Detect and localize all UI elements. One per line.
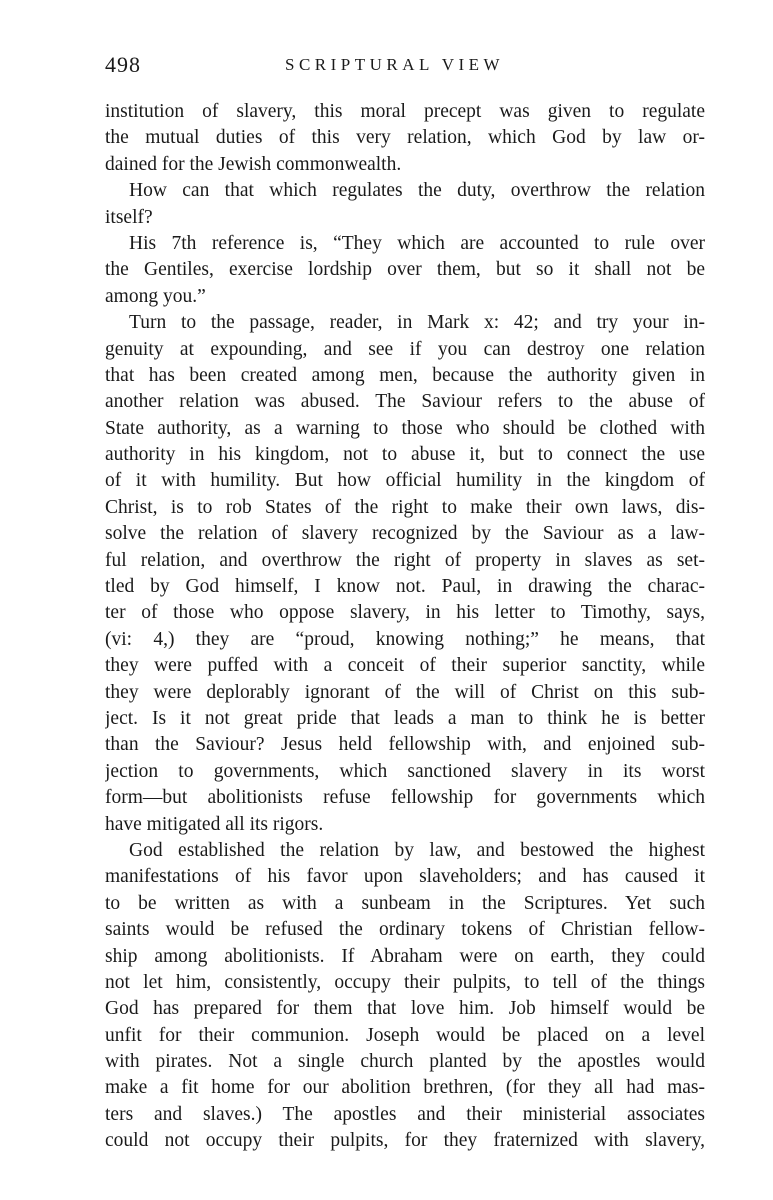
- text-line: that has been created among men, because the authority given in: [105, 364, 705, 386]
- text-line: to be written as with a sunbeam in the Scriptures. Yet such: [105, 892, 705, 914]
- text-line: ter of those who oppose slavery, in his letter to Timothy, says,: [105, 602, 705, 624]
- text-line: Christ, is to rob States of the right to make their own laws, dis-: [105, 496, 705, 518]
- text-line: State authority, as a warning to those who should be clothed with: [105, 417, 705, 439]
- running-title: SCRIPTURAL VIEW: [285, 55, 505, 74]
- text-line: ters and slaves.) The apostles and their ministerial associates: [105, 1103, 705, 1125]
- text-line: How can that which regulates the duty, overthrow the relation: [129, 180, 705, 202]
- text-line: they were deplorably ignorant of the will of Christ on this sub-: [105, 681, 705, 703]
- page-number: 498: [105, 52, 141, 77]
- text-line: jection to governments, which sanctioned slavery in its worst: [105, 760, 705, 782]
- text-line: Turn to the passage, reader, in Mark x: 42; and try your in-: [129, 312, 705, 334]
- text-line: with pirates. Not a single church planted by the apostles would: [105, 1051, 705, 1073]
- text-line: than the Saviour? Jesus held fellowship with, and enjoined sub-: [105, 734, 705, 756]
- text-line: tled by God himself, I know not. Paul, in drawing the charac-: [105, 576, 705, 598]
- page-header: [105, 52, 705, 82]
- text-line: not let him, consistently, occupy their pulpits, to tell of the things: [105, 971, 705, 993]
- text-line: (vi: 4,) they are “proud, knowing nothing;” he means, that: [105, 628, 705, 650]
- text-line: authority in his kingdom, not to abuse it, but to connect the use: [105, 444, 705, 466]
- text-line: another relation was abused. The Saviour refers to the abuse of: [105, 391, 705, 413]
- text-line: could not occupy their pulpits, for they fraternized with slavery,: [105, 1130, 705, 1152]
- text-line: His 7th reference is, “They which are accounted to rule over: [129, 232, 705, 254]
- text-line: genuity at expounding, and see if you can destroy one relation: [105, 338, 705, 360]
- text-line: ful relation, and overthrow the right of property in slaves as set-: [105, 549, 705, 571]
- text-line: of it with humility. But how official humility in the kingdom of: [105, 470, 705, 492]
- text-line: institution of slavery, this moral precept was given to regulate: [105, 101, 705, 122]
- text-line: saints would be refused the ordinary tokens of Christian fellow-: [105, 919, 705, 941]
- text-line: they were puffed with a conceit of their superior sanctity, while: [105, 655, 705, 677]
- text-line: among you.”: [105, 285, 206, 307]
- text-line: manifestations of his favor upon slaveholders; and has caused it: [105, 866, 705, 888]
- text-line: itself?: [105, 206, 153, 228]
- text-line: have mitigated all its rigors.: [105, 813, 324, 835]
- body-text: [105, 99, 705, 1155]
- text-line: ship among abolitionists. If Abraham were on earth, they could: [105, 945, 705, 967]
- text-line: God established the relation by law, and bestowed the highest: [129, 839, 705, 861]
- text-line: ject. Is it not great pride that leads a man to think he is better: [105, 707, 705, 729]
- text-line: the Gentiles, exercise lordship over them, but so it shall not be: [105, 259, 705, 281]
- text-line: dained for the Jewish commonwealth.: [105, 153, 402, 175]
- text-line: solve the relation of slavery recognized by the Saviour as a law-: [105, 523, 705, 545]
- text-line: the mutual duties of this very relation, which God by law or-: [105, 127, 705, 149]
- text-line: form—but abolitionists refuse fellowship for governments which: [105, 787, 705, 809]
- text-line: God has prepared for them that love him. Job himself would be: [105, 998, 705, 1020]
- text-line: make a fit home for our abolition brethren, (for they all had mas-: [105, 1077, 705, 1099]
- text-line: unfit for their communion. Joseph would be placed on a level: [105, 1024, 705, 1046]
